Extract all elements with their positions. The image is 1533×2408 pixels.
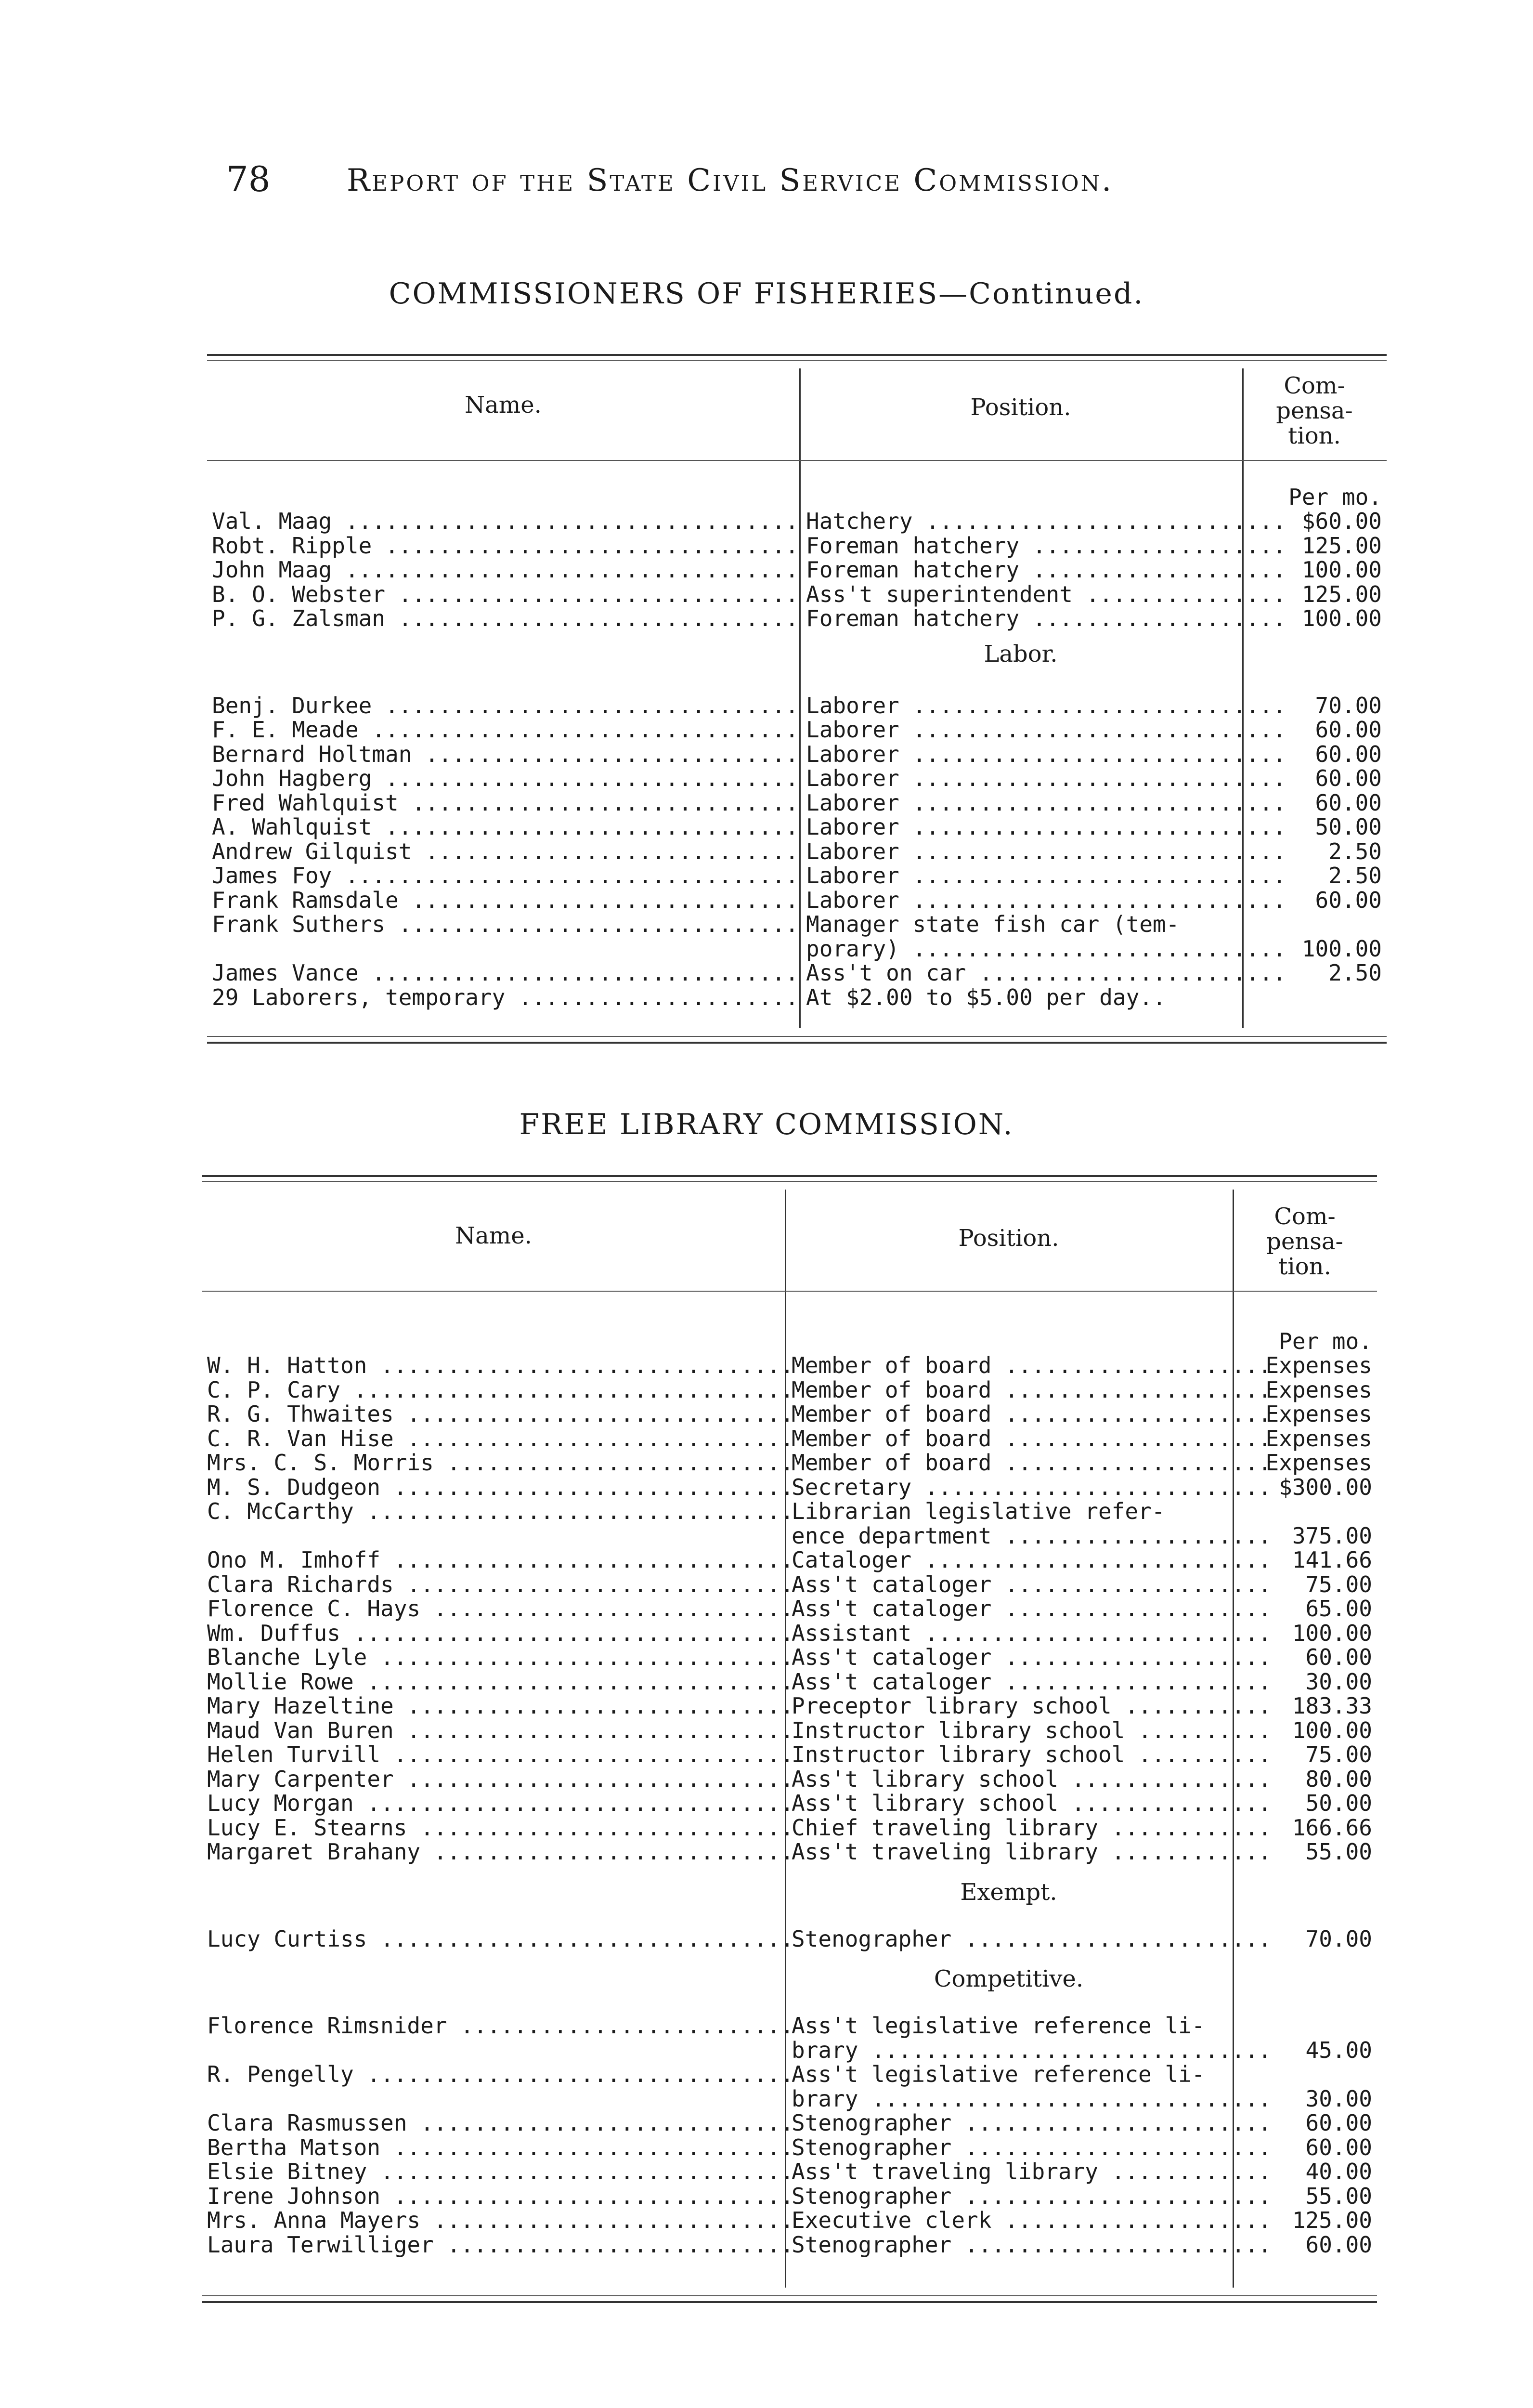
table-row	[207, 815, 1387, 839]
cell-name: Laura Terwilliger ..........................	[207, 2231, 794, 2258]
cell-position: ence department ....................	[792, 1522, 1272, 1549]
cell-position: Foreman hatchery ...................	[806, 557, 1286, 583]
table-row	[207, 985, 1387, 1010]
cell-compensation: 2.50	[1328, 838, 1382, 864]
table-row	[202, 1645, 1377, 1670]
cell-position: Ass't cataloger ....................	[792, 1668, 1272, 1695]
cell-name: C. R. Van Hise .............................	[207, 1425, 794, 1452]
cell-compensation: 60.00	[1305, 2110, 1372, 2136]
cell-position: Secretary ..........................	[792, 1474, 1272, 1500]
cell-name: Maud Van Buren .............................	[207, 1717, 794, 1743]
cell-name: Wm. Duffus .................................	[207, 1620, 794, 1646]
table-top-rule-2	[202, 1181, 1377, 1182]
cell-compensation: 70.00	[1305, 1925, 1372, 1952]
cell-name: C. McCarthy ................................	[207, 1498, 794, 1524]
cell-compensation: 75.00	[1305, 1741, 1372, 1767]
table-row	[202, 1597, 1377, 1621]
cell-position: Ass't cataloger ....................	[792, 1596, 1272, 1622]
cell-name: Lucy Morgan ................................	[207, 1790, 794, 1816]
page-header	[226, 159, 1401, 212]
cell-name: C. P. Cary .................................	[207, 1376, 794, 1403]
cell-position: Foreman hatchery ...................	[806, 532, 1286, 559]
cell-compensation: 55.00	[1305, 1839, 1372, 1865]
cell-compensation: 100.00	[1292, 1717, 1372, 1743]
cell-name: Mollie Rowe ................................	[207, 1668, 794, 1695]
header-compensation: Com- pensa- tion.	[1266, 1203, 1343, 1280]
fisheries-title: COMMISSIONERS OF FISHERIES—Continued.	[389, 277, 1144, 311]
cell-name: Margaret Brahany ...........................	[207, 1839, 794, 1865]
cell-compensation: 166.66	[1292, 1814, 1372, 1841]
table-bottom-rule	[202, 2295, 1377, 2296]
header-position: Position.	[970, 394, 1071, 421]
table-row	[202, 1499, 1377, 1524]
table-row	[207, 694, 1387, 718]
cell-name: R. G. Thwaites .............................	[207, 1401, 794, 1427]
cell-position: Laborer ............................	[806, 814, 1286, 840]
labor-heading: Labor.	[984, 640, 1058, 667]
page-number: 78	[226, 159, 271, 199]
cell-compensation: Expenses	[1265, 1425, 1372, 1452]
cell-position: Ass't traveling library ............	[792, 1839, 1272, 1865]
cell-position: Ass't legislative reference li-	[792, 2013, 1205, 2039]
cell-position: Assistant ..........................	[792, 1620, 1272, 1646]
cell-compensation: 60.00	[1305, 2231, 1372, 2258]
table-row	[202, 1353, 1377, 1378]
cell-name: Lucy Curtiss ...............................	[207, 1925, 794, 1952]
library-table	[202, 1175, 1377, 2302]
table-row	[207, 509, 1387, 534]
table-row	[202, 2208, 1377, 2233]
cell-name: Robt. Ripple ...............................	[212, 532, 799, 559]
cell-position: Laborer ............................	[806, 741, 1286, 767]
cell-name: John Hagberg ...............................	[212, 765, 799, 791]
cell-name: Helen Turvill ..............................	[207, 1741, 794, 1767]
table-row	[202, 1548, 1377, 1572]
cell-compensation: 55.00	[1305, 2183, 1372, 2209]
table-row	[207, 582, 1387, 607]
table-row	[202, 2135, 1377, 2160]
table-row	[202, 1927, 1377, 1951]
cell-compensation: Expenses	[1265, 1376, 1372, 1403]
table-row	[207, 766, 1387, 791]
competitive-heading: Competitive.	[934, 1965, 1084, 1992]
table-row	[202, 1451, 1377, 1475]
cell-name: Frank Suthers ..............................	[212, 911, 799, 937]
table-row	[207, 912, 1387, 937]
cell-name: R. Pengelly ................................	[207, 2061, 794, 2087]
cell-position: Instructor library school ..........	[792, 1717, 1272, 1743]
cell-position: Laborer ............................	[806, 838, 1286, 864]
cell-name: Clara Rasmussen ............................	[207, 2110, 794, 2136]
cell-name: W. H. Hatton ...............................	[207, 1352, 794, 1378]
cell-position: Ass't library school ...............	[792, 1766, 1272, 1792]
table-row	[207, 888, 1387, 913]
cell-compensation: 65.00	[1305, 1596, 1372, 1622]
cell-compensation: 100.00	[1301, 935, 1382, 962]
cell-name: Mary Hazeltine .............................	[207, 1693, 794, 1719]
cell-compensation: Expenses	[1265, 1352, 1372, 1378]
table-row	[207, 742, 1387, 767]
header-position: Position.	[958, 1225, 1059, 1252]
cell-name: Bernard Holtman ............................	[212, 741, 799, 767]
cell-position: Instructor library school ..........	[792, 1741, 1272, 1767]
table-row	[202, 2038, 1377, 2063]
cell-name: Irene Johnson ..............................	[207, 2183, 794, 2209]
cell-name: Lucy E. Stearns ............................	[207, 1814, 794, 1841]
table-bottom-rule-2	[207, 1042, 1387, 1044]
cell-position: At $2.00 to $5.00 per day..	[806, 984, 1166, 1010]
cell-compensation: 100.00	[1301, 557, 1382, 583]
cell-compensation: 80.00	[1305, 1766, 1372, 1792]
table-row	[202, 1742, 1377, 1767]
table-row	[202, 1670, 1377, 1694]
cell-position: Ass't cataloger ....................	[792, 1644, 1272, 1670]
cell-name: John Maag ..................................	[212, 557, 799, 583]
cell-name: Florence Rimsnider .........................	[207, 2013, 794, 2039]
cell-name: James Foy ..................................	[212, 863, 799, 889]
cell-compensation: 60.00	[1315, 789, 1382, 816]
header-name: Name.	[465, 392, 542, 419]
table-row	[207, 558, 1387, 582]
table-row	[202, 1816, 1377, 1840]
table-bottom-rule-2	[202, 2301, 1377, 2303]
cell-compensation: 75.00	[1305, 1571, 1372, 1597]
cell-compensation: $300.00	[1279, 1474, 1372, 1500]
cell-position: Member of board ....................	[792, 1352, 1272, 1378]
table-row	[202, 1840, 1377, 1864]
cell-name: Mrs. Anna Mayers ...........................	[207, 2207, 794, 2233]
table-row	[202, 1402, 1377, 1426]
cell-name: F. E. Meade ................................	[212, 717, 799, 743]
cell-name: Andrew Gilquist ............................	[212, 838, 799, 864]
cell-compensation: 45.00	[1305, 2037, 1372, 2063]
exempt-heading: Exempt.	[960, 1878, 1057, 1906]
cell-position: Ass't legislative reference li-	[792, 2061, 1205, 2087]
cell-compensation: 60.00	[1315, 887, 1382, 913]
table-bottom-rule	[207, 1036, 1387, 1037]
table-row	[202, 1475, 1377, 1500]
cell-position: Laborer ............................	[806, 692, 1286, 719]
cell-position: Manager state fish car (tem-	[806, 911, 1180, 937]
table-row	[202, 1767, 1377, 1792]
table-top-rule	[202, 1175, 1377, 1177]
cell-compensation: 125.00	[1301, 581, 1382, 607]
cell-compensation: 40.00	[1305, 2159, 1372, 2185]
table-top-rule	[207, 354, 1387, 356]
cell-position: Member of board ....................	[792, 1425, 1272, 1452]
cell-name: Florence C. Hays ...........................	[207, 1596, 794, 1622]
cell-compensation: 100.00	[1301, 605, 1382, 631]
cell-compensation: 125.00	[1292, 2207, 1372, 2233]
cell-compensation: Expenses	[1265, 1401, 1372, 1427]
table-row	[207, 937, 1387, 961]
cell-name: Mrs. C. S. Morris ..........................	[207, 1450, 794, 1476]
cell-compensation: 100.00	[1292, 1620, 1372, 1646]
cell-compensation: 50.00	[1315, 814, 1382, 840]
cell-position: Hatchery ...........................	[806, 508, 1286, 534]
cell-position: Foreman hatchery ...................	[806, 605, 1286, 631]
header-underline	[207, 460, 1387, 461]
cell-position: Ass't superintendent ...............	[806, 581, 1286, 607]
table-row	[207, 534, 1387, 558]
cell-position: Librarian legislative refer-	[792, 1498, 1165, 1524]
cell-position: porary) ............................	[806, 935, 1286, 962]
cell-name: Frank Ramsdale .............................	[212, 887, 799, 913]
cell-name: B. O. Webster ..............................	[212, 581, 799, 607]
cell-name: Ono M. Imhoff ..............................	[207, 1547, 794, 1573]
table-row	[202, 1718, 1377, 1743]
cell-position: Member of board ....................	[792, 1450, 1272, 1476]
table-row	[202, 2014, 1377, 2038]
cell-position: Stenographer .......................	[792, 2231, 1272, 2258]
cell-compensation: 60.00	[1305, 2134, 1372, 2160]
cell-compensation: 2.50	[1328, 863, 1382, 889]
cell-compensation: 125.00	[1301, 532, 1382, 559]
cell-compensation: 60.00	[1305, 1644, 1372, 1670]
table-row	[202, 1378, 1377, 1402]
running-title: Report of the State Civil Service Commission.	[347, 163, 1114, 198]
cell-position: Laborer ............................	[806, 887, 1286, 913]
table-row	[202, 1621, 1377, 1646]
cell-compensation: 183.33	[1292, 1693, 1372, 1719]
table-row	[202, 1524, 1377, 1548]
fisheries-table	[207, 354, 1387, 1043]
cell-compensation: 30.00	[1305, 1668, 1372, 1695]
header-underline	[202, 1291, 1377, 1292]
cell-position: Stenographer .......................	[792, 1925, 1272, 1952]
cell-compensation: $60.00	[1301, 508, 1382, 534]
cell-compensation: 60.00	[1315, 741, 1382, 767]
cell-name: P. G. Zalsman ..............................	[212, 605, 799, 631]
table-row	[202, 2159, 1377, 2184]
cell-position: Preceptor library school ...........	[792, 1693, 1272, 1719]
table-row	[202, 1426, 1377, 1451]
cell-name: Fred Wahlquist .............................	[212, 789, 799, 816]
per-mo-label: Per mo.	[1279, 1328, 1372, 1354]
cell-compensation: 60.00	[1315, 717, 1382, 743]
cell-position: Ass't cataloger ....................	[792, 1571, 1272, 1597]
cell-name: 29 Laborers, temporary .....................	[212, 984, 799, 1010]
table-row	[202, 1694, 1377, 1718]
cell-name: Bertha Matson ..............................	[207, 2134, 794, 2160]
cell-name: Blanche Lyle ...............................	[207, 1644, 794, 1670]
cell-name: James Vance ................................	[212, 960, 799, 986]
cell-name: Benj. Durkee ...............................	[212, 692, 799, 719]
cell-position: Stenographer .......................	[792, 2183, 1272, 2209]
table-top-rule-2	[207, 360, 1387, 361]
header-name: Name.	[455, 1222, 532, 1249]
cell-name: Clara Richards .............................	[207, 1571, 794, 1597]
cell-compensation: 375.00	[1292, 1522, 1372, 1549]
cell-compensation: 30.00	[1305, 2085, 1372, 2112]
per-mo-label: Per mo.	[1288, 484, 1382, 510]
cell-name: Mary Carpenter .............................	[207, 1766, 794, 1792]
cell-position: Laborer ............................	[806, 863, 1286, 889]
cell-compensation: 70.00	[1315, 692, 1382, 719]
cell-name: Elsie Bitney ...............................	[207, 2159, 794, 2185]
library-title: FREE LIBRARY COMMISSION.	[519, 1108, 1014, 1141]
cell-position: Stenographer .......................	[792, 2110, 1272, 2136]
table-row	[202, 2184, 1377, 2209]
table-row	[202, 2233, 1377, 2257]
cell-position: Ass't traveling library ............	[792, 2159, 1272, 2185]
cell-position: Laborer ............................	[806, 789, 1286, 816]
table-row	[207, 791, 1387, 815]
cell-position: Cataloger ..........................	[792, 1547, 1272, 1573]
table-row	[202, 1791, 1377, 1816]
cell-name: M. S. Dudgeon ..............................	[207, 1474, 794, 1500]
cell-position: Member of board ....................	[792, 1376, 1272, 1403]
cell-name: Val. Maag ..................................	[212, 508, 799, 534]
cell-position: brary ..............................	[792, 2085, 1272, 2112]
cell-compensation: Expenses	[1265, 1450, 1372, 1476]
cell-compensation: 141.66	[1292, 1547, 1372, 1573]
table-row	[202, 2111, 1377, 2135]
table-row	[207, 606, 1387, 631]
table-row	[202, 2062, 1377, 2087]
cell-position: Chief traveling library ............	[792, 1814, 1272, 1841]
cell-position: Laborer ............................	[806, 765, 1286, 791]
table-row	[202, 2087, 1377, 2111]
cell-name: A. Wahlquist ...............................	[212, 814, 799, 840]
cell-position: Laborer ............................	[806, 717, 1286, 743]
cell-compensation: 2.50	[1328, 960, 1382, 986]
table-row	[207, 839, 1387, 864]
cell-compensation: 50.00	[1305, 1790, 1372, 1816]
table-row	[207, 718, 1387, 742]
header-compensation: Com- pensa- tion.	[1276, 372, 1353, 449]
cell-position: Stenographer .......................	[792, 2134, 1272, 2160]
cell-position: Ass't on car .......................	[806, 960, 1286, 986]
table-row	[207, 864, 1387, 888]
table-row	[207, 961, 1387, 985]
cell-compensation: 60.00	[1315, 765, 1382, 791]
cell-position: Ass't library school ...............	[792, 1790, 1272, 1816]
cell-position: Executive clerk ....................	[792, 2207, 1272, 2233]
cell-position: brary ..............................	[792, 2037, 1272, 2063]
table-row	[202, 1572, 1377, 1597]
cell-position: Member of board ....................	[792, 1401, 1272, 1427]
